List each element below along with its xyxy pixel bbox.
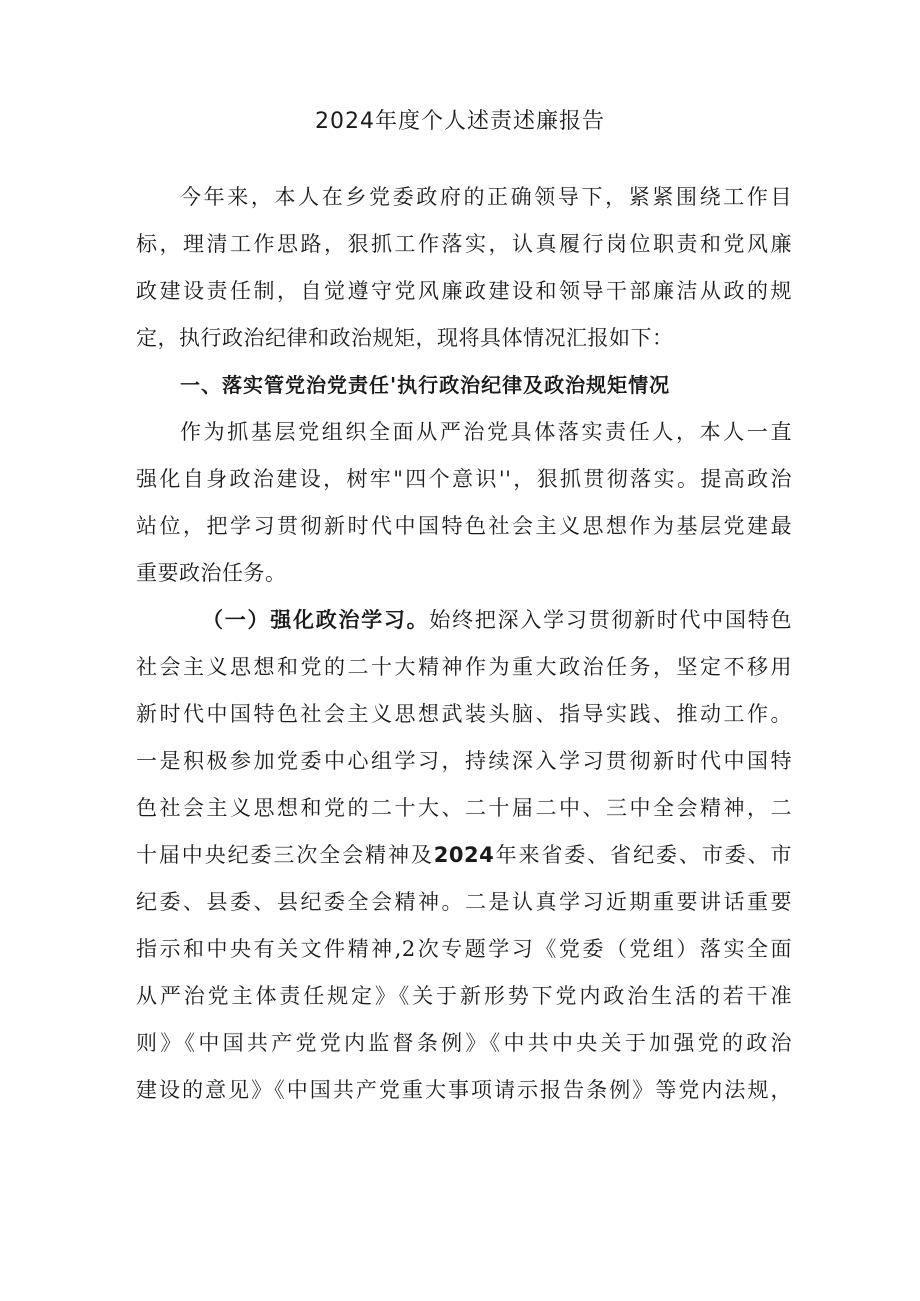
paragraph-line: 新时代中国特色社会主义思想武装头脑、指导实践、推动工作。	[136, 702, 792, 726]
paragraph-line: 色社会主义思想和党的二十大、二十届二中、三中全会精神，二	[136, 796, 792, 820]
document-title: 2024年度个人述责述廉报告	[315, 109, 605, 134]
paragraph-line	[136, 597, 792, 644]
paragraph-line	[136, 832, 792, 879]
paragraph-line: 建设的意见》《中国共产党重大事项请示报告条例》等党内法规，	[136, 1078, 792, 1102]
paragraph-line: 则》《中国共产党党内监督条例》《中共中央关于加强党的政治	[136, 1031, 792, 1055]
paragraph-text: 始终把深入学习贯彻新时代中国特色	[429, 608, 792, 632]
document-body	[136, 174, 792, 1114]
paragraph-line: 指示和中央有关文件精神,2次专题学习《党委（党组）落实全面	[136, 937, 792, 961]
paragraph-line: 今年来，本人在乡党委政府的正确领导下，紧紧围绕工作目	[180, 185, 792, 209]
paragraph-text: 年来省委、省纪委、市委、市	[494, 843, 792, 867]
paragraph-line: 重要政治任务。	[136, 561, 287, 585]
paragraph-line: 站位，把学习贯彻新时代中国特色社会主义思想作为基层党建最	[136, 514, 792, 538]
paragraph-line: 标，理清工作思路，狠抓工作落实，认真履行岗位职责和党风廉	[136, 232, 792, 256]
section-heading: 一、落实管党治党责任'执行政治纪律及政治规矩情况	[180, 373, 671, 397]
paragraph-line: 一是积极参加党委中心组学习，持续深入学习贯彻新时代中国特	[136, 749, 792, 773]
year-number: 2024	[433, 843, 495, 867]
paragraph-line: 从严治党主体责任规定》《关于新形势下党内政治生活的若干准	[136, 984, 792, 1008]
subsection-heading: （一）强化政治学习。	[202, 608, 430, 632]
paragraph-line: 政建设责任制，自觉遵守党风廉政建设和领导干部廉洁从政的规	[136, 279, 792, 303]
paragraph-line: 定，执行政治纪律和政治规矩，现将具体情况汇报如下：	[136, 326, 674, 350]
paragraph-line: 纪委、县委、县纪委全会精神。二是认真学习近期重要讲话重要	[136, 890, 792, 914]
paragraph-line: 强化自身政治建设，树牢"四个意识''，狠抓贯彻落实。提高政治	[136, 467, 792, 491]
paragraph-line: 社会主义思想和党的二十大精神作为重大政治任务，坚定不移用	[136, 655, 792, 679]
paragraph-text: 十届中央纪委三次全会精神及	[136, 843, 434, 867]
paragraph-line: 作为抓基层党组织全面从严治党具体落实责任人，本人一直	[180, 420, 792, 444]
